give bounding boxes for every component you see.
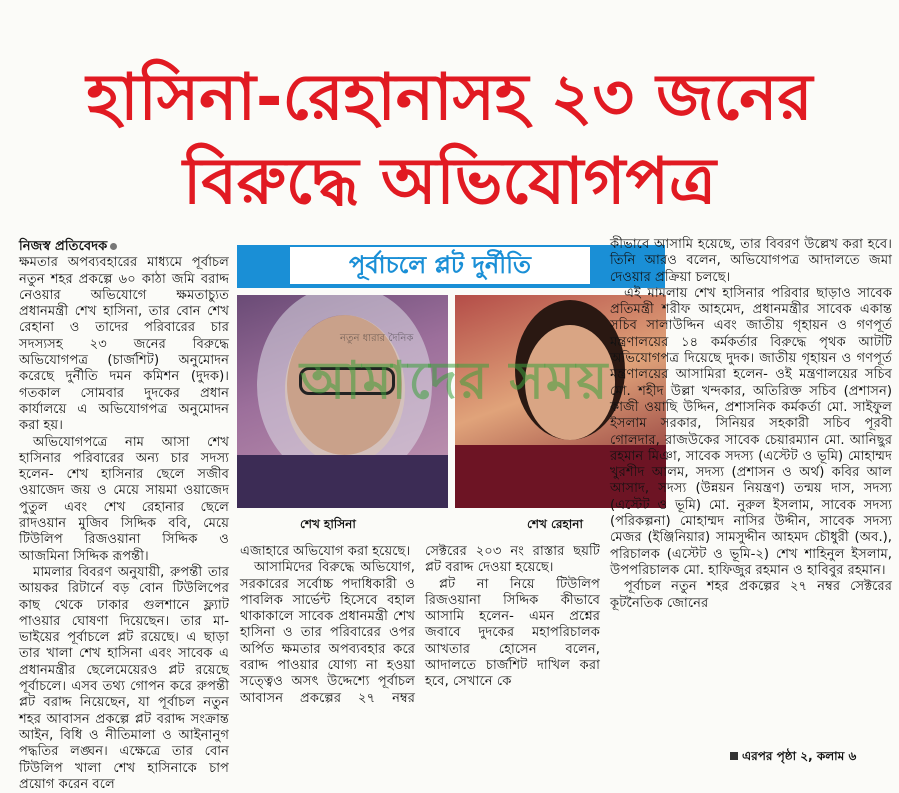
article-column-2 bbox=[240, 544, 600, 707]
headline-line-1: হাসিনা-রেহানাসহ ২৩ জনের bbox=[86, 61, 813, 135]
headline-line-2: বিরুদ্ধে অভিযোগপত্র bbox=[183, 145, 716, 219]
paragraph: মামলার বিবরণ অনুযায়ী, রুপন্তী তার আয়কর রিটার্নে বড় বোন টিউলিপের কাছ থেকে ঢাকার গুলশানে ফ্ল্যাট পাওয়ার ঘোষণা দিয়েছেন। তার মা-ভাইয়ের পূর্বাচলে প্লট রয়েছে। এ ছাড়া তার খালা শেখ হাসিনা এবং সাবেক এ প্রধানমন্ত্রীর ছেলেমেয়েরও প্লট রয়েছে পূর্বাচলে। এসব তথ্য গোপন করে রুপন্তী প্লট বরাদ্দ নিয়েছেন, যা পূর্বাচল নতুন শহর আবাসন প্রকল্পে প্লট বরাদ্দ সংক্রান্ত আইন, বিধি ও নীতিমালা ও আইনানুগ পদ্ধতির লঙ্ঘন। এক্ষেত্রে তার বোন টিউলিপ খালা শেখ হাসিনাকে চাপ প্রয়োগ করেন বলে bbox=[19, 564, 229, 792]
article-column-4 bbox=[610, 237, 892, 612]
article-column-1 bbox=[19, 239, 229, 793]
continuation-square-icon bbox=[730, 752, 738, 760]
watermark-tagline: নতুন ধারার দৈনিক bbox=[340, 333, 414, 344]
paragraph: প্লট না নিয়ে টিউলিপ রিজওয়ানা সিদ্দিক কীভাবে আসামি হলেন- এমন প্রশ্নের জবাবে দুদকের মহাপরিচালক আখতার হোসেন বলেন, আদালতে চার্জশিট দাখিল করা হবে, সেখানে কে bbox=[425, 576, 600, 690]
byline: নিজস্ব প্রতিবেদক bbox=[19, 239, 108, 254]
section-banner-title: পূর্বাচলে প্লট দুর্নীতি bbox=[290, 247, 590, 284]
watermark-logo: আমাদের সময় bbox=[300, 351, 610, 411]
paragraph: এজাহারে অভিযোগ করা হয়েছে। bbox=[240, 544, 411, 559]
continuation-text: এরপর পৃষ্ঠা ২, কলাম ৬ bbox=[742, 749, 857, 763]
paragraph: অভিযোগপত্রে নাম আসা শেখ হাসিনার পরিবারের অন্য চার সদস্য হলেন- শেখ হাসিনার ছেলে সজীব ওয়াজেদ জয় ও মেয়ে সায়মা ওয়াজেদ পুতুল এবং শেখ রেহানার ছেলে রাদওয়ান মুজিব সিদ্দিক ববি, মেয়ে টিউলিপ রিজওয়ানা সিদ্দিক ও আজমিনা সিদ্দিক রূপন্তী। bbox=[19, 434, 229, 564]
continuation-note bbox=[730, 748, 856, 768]
paragraph: ক্ষমতার অপব্যবহারের মাধ্যমে পূর্বাচল নতুন শহর প্রকল্পে ৬০ কাঠা জমি বরাদ্দ নেওয়ার অভিযোগে ক্ষমতাচ্যুত প্রধানমন্ত্রী শেখ হাসিনা, তার বোন শেখ রেহানা ও তাদের পরিবারের চার সদস্যসহ ২৩ জনের বিরুদ্ধে অভিযোগপত্র (চার্জশিট) অনুমোদন করেছে দুর্নীতি দমন কমিশন (দুদক)। গতকাল সোমবার দুদকের প্রধান কার্যালয়ে এ অভিযোগপত্র অনুমোদন করা হয়। bbox=[19, 255, 229, 434]
paragraph: আসামিদের বিরুদ্ধে অভিযোগ, সরকারের সর্বোচ্চ পদাধিকারী ও পাবলিক সার্ভেন্ট হিসেবে বহাল থাকাকালে সাবেক প্রধানমন্ত্রী শেখ হাসিনা ও তার পরিবারের ওপর অর্পিত ক্ষমতার অপব্যবহার করে বরাদ্দ পাওয়ার যোগ্য না হওয়া সত্ত্বেও অসৎ উদ্দেশ্যে পূর্বাচল আবাসন প্রকল্পের ২৭ নম্বর সেক্টরের ২০৩ নং রাস্তার ছয়টি প্লট বরাদ্দ দেওয়া হয়েছে। bbox=[240, 544, 600, 706]
paragraph: পূর্বাচল নতুন শহর প্রকল্পের ২৭ নম্বর সেক্টরের কূটনৈতিক জোনের bbox=[610, 579, 892, 611]
sari-shape bbox=[237, 455, 448, 508]
photo-caption-left: শেখ হাসিনা bbox=[300, 517, 356, 531]
photo-caption-right: শেখ রেহানা bbox=[527, 517, 583, 531]
paragraph: কীভাবে আসামি হয়েছে, তার বিবরণ উল্লেখ করা হবে। তিনি আরও বলেন, অভিযোগপত্র আদালতে জমা দেওয়ার প্রক্রিয়া চলছে। bbox=[610, 237, 892, 285]
byline-dot-icon bbox=[110, 243, 117, 250]
paragraph: এই মামলায় শেখ হাসিনার পরিবার ছাড়াও সাবেক প্রতিমন্ত্রী শরীফ আহমেদ, প্রধানমন্ত্রীর সাবেক একান্ত সচিব সালাউদ্দিন এবং জাতীয় গৃহায়ন ও গণপূর্ত মন্ত্রণালয়ের ১৪ কর্মকর্তার বিরুদ্ধে পৃথক আটটি অভিযোগপত্র দিয়েছে দুদক। জাতীয় গৃহায়ন ও গণপূর্ত মন্ত্রণালয়ের আসামিরা হলেন- ওই মন্ত্রণালয়ের সচিব মো. শহীদ উল্লা খন্দকার, অতিরিক্ত সচিব (প্রশাসন) কাজী ওয়াছি উদ্দিন, প্রশাসনিক কর্মকর্তা মো. সাইফুল ইসলাম সরকার, সিনিয়র সহকারী সচিব পূরবী গোলদার, রাজউকের সাবেক চেয়ারম্যান মো. আনিছুর রহমান মিঞা, সাবেক সদস্য (এস্টেট ও ভূমি) মোহাম্মদ খুরশীদ আলম, সদস্য (প্রশাসন ও অর্থ) কবির আল আসাদ, সদস্য (উন্নয়ন নিয়ন্ত্রণ) তন্ময় দাস, সদস্য (এস্টেট ও ভূমি) মো. নুরুল ইসলাম, সাবেক সদস্য (পরিকল্পনা) মোহাম্মদ নাসির উদ্দীন, সাবেক সদস্য মেজর (ইঞ্জিনিয়ার) সামসুদ্দীন আহমদ চৌধুরী (অব.), পরিচালক (এস্টেট ও ভূমি-২) শেখ শাহিনুল ইসলাম, উপপরিচালক মো. হাফিজুর রহমান ও হাবিবুর রহমান। bbox=[610, 285, 892, 578]
